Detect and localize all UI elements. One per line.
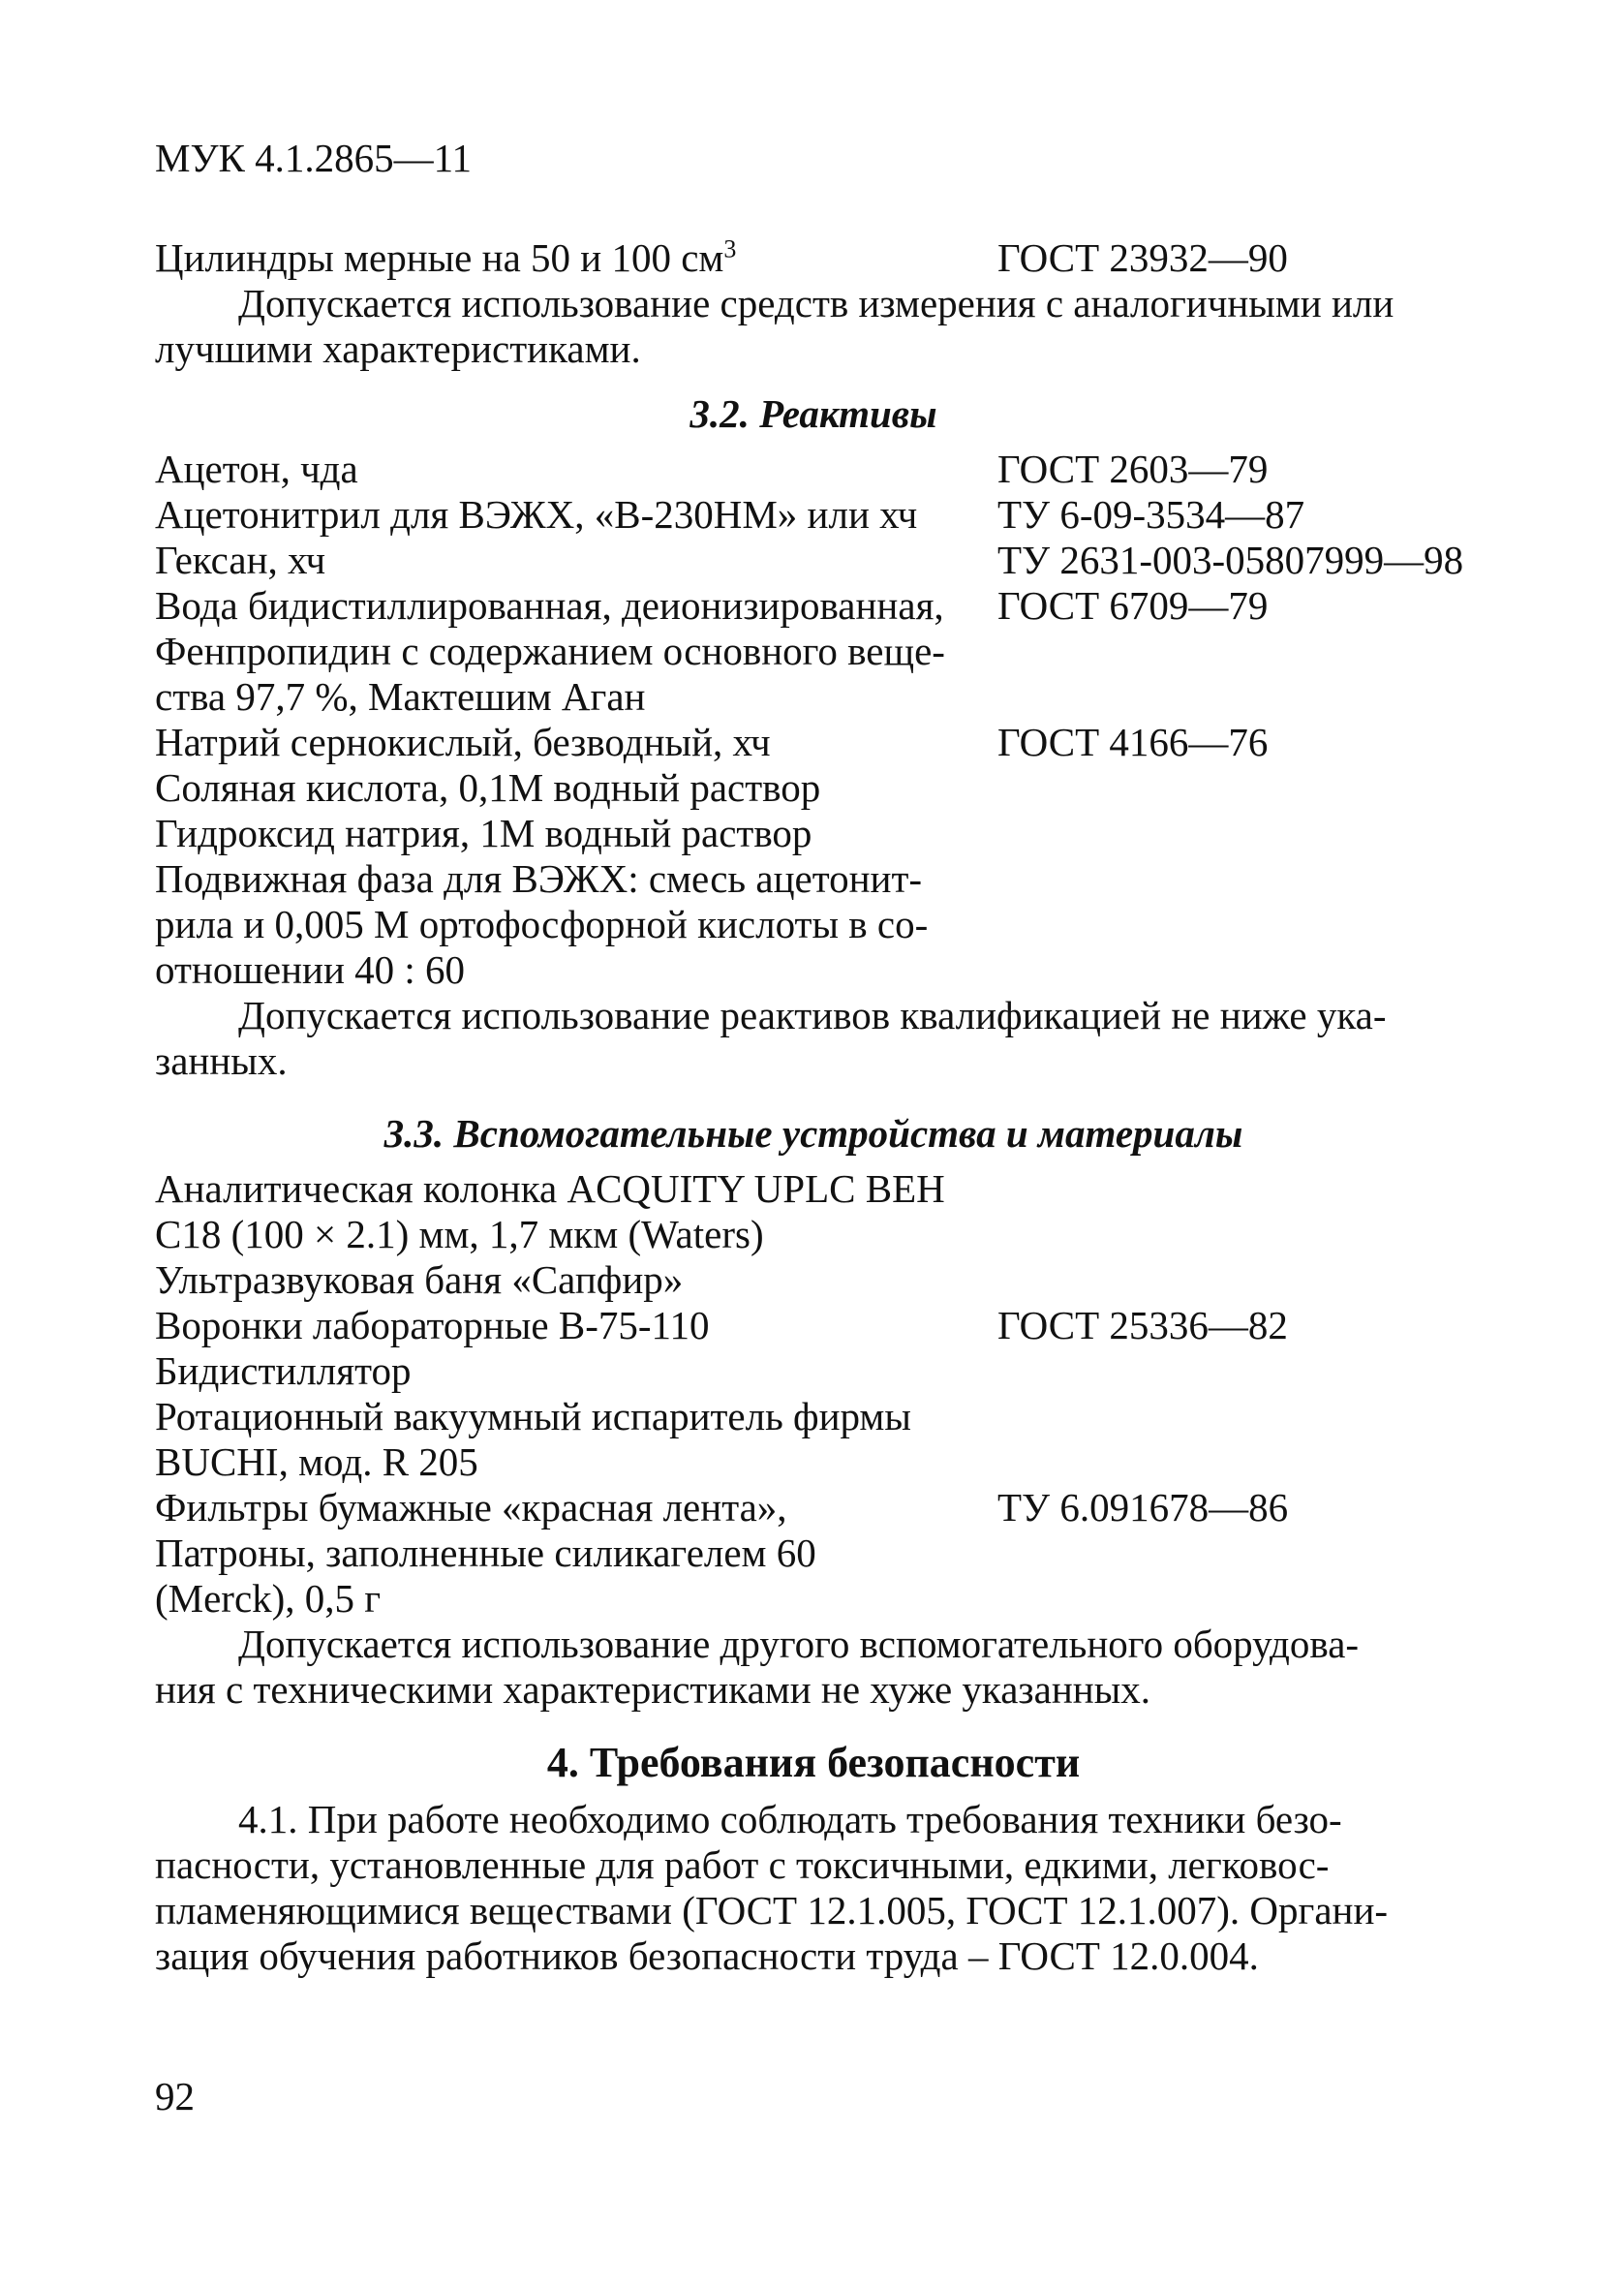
auxiliary-item-name: BUCHI, мод. R 205 <box>155 1439 478 1484</box>
note-line: занных. <box>155 1038 288 1083</box>
reagent-standard: ТУ 6-09-3534—87 <box>997 492 1305 537</box>
auxiliary-item-row <box>155 1257 1472 1303</box>
auxiliary-item-name: Ротационный вакуумный испаритель фирмы <box>155 1394 911 1438</box>
auxiliary-note <box>155 1622 1472 1713</box>
auxiliary-item-name: (Merck), 0,5 г <box>155 1576 382 1621</box>
reagent-standard: ГОСТ 4166—76 <box>997 720 1269 764</box>
paragraph-line: 4.1. При работе необходимо соблюдать требования техники безо- <box>238 1797 1342 1841</box>
note-line: лучшими характеристиками. <box>155 326 641 371</box>
reagent-name: Натрий сернокислый, безводный, хч <box>155 720 771 764</box>
reagent-name: Гексан, хч <box>155 538 326 582</box>
reagent-name: Соляная кислота, 0,1М водный раствор <box>155 765 821 810</box>
reagent-row <box>155 492 1472 538</box>
auxiliary-item-name: Фильтры бумажные «красная лента», <box>155 1485 787 1530</box>
auxiliary-item-standard: ТУ 6.091678—86 <box>997 1485 1289 1530</box>
reagents-note <box>155 993 1472 1084</box>
auxiliary-item-row <box>155 1485 1472 1530</box>
note-line: Допускается использование другого вспомогательного оборудова- <box>238 1622 1360 1666</box>
auxiliary-item-row <box>155 1530 1472 1576</box>
safety-paragraph <box>155 1797 1472 1979</box>
reagent-standard: ГОСТ 6709—79 <box>997 583 1269 628</box>
auxiliary-item-name: Патроны, заполненные силикагелем 60 <box>155 1530 816 1575</box>
reagent-row <box>155 902 1472 947</box>
note-line: Допускается использование реактивов квалификацией не ниже ука- <box>238 993 1387 1037</box>
auxiliary-item-row <box>155 1576 1472 1622</box>
reagent-standard: ГОСТ 2603—79 <box>997 447 1269 491</box>
auxiliary-item-row <box>155 1348 1472 1394</box>
reagent-name: Подвижная фаза для ВЭЖХ: смесь ацетонит- <box>155 856 923 901</box>
section-heading-reagents: 3.2. Реактивы <box>689 391 937 436</box>
reagent-list <box>155 447 1472 993</box>
document-header: МУК 4.1.2865—11 <box>155 136 473 180</box>
equipment-standard: ГОСТ 23932—90 <box>997 235 1288 280</box>
measuring-note <box>155 281 1472 372</box>
auxiliary-item-standard: ГОСТ 25336—82 <box>997 1303 1288 1347</box>
auxiliary-item-row <box>155 1212 1472 1257</box>
auxiliary-item-name: C18 (100 × 2.1) мм, 1,7 мкм (Waters) <box>155 1212 764 1256</box>
auxiliary-item-row <box>155 1166 1472 1212</box>
superscript: 3 <box>723 234 737 263</box>
reagent-row <box>155 765 1472 811</box>
paragraph-line: пасности, установленные для работ с токсичными, едкими, легковос- <box>155 1842 1330 1887</box>
reagent-standard: ТУ 2631-003-05807999—98 <box>997 538 1464 582</box>
note-line: ния с техническими характеристиками не хуже указанных. <box>155 1667 1151 1712</box>
auxiliary-item-name: Воронки лабораторные В-75-110 <box>155 1303 710 1347</box>
auxiliary-item-row <box>155 1394 1472 1439</box>
section-heading-auxiliary: 3.3. Вспомогательные устройства и материалы <box>383 1111 1243 1156</box>
reagent-name: Гидроксид натрия, 1М водный раствор <box>155 811 812 855</box>
section-heading-safety: 4. Требования безопасности <box>546 1739 1081 1786</box>
reagent-name: Вода бидистиллированная, деионизированная, <box>155 583 944 628</box>
reagent-name: Ацетонитрил для ВЭЖХ, «В-230НМ» или хч <box>155 492 918 537</box>
equipment-row-cylinders <box>155 235 1472 281</box>
reagent-row <box>155 811 1472 856</box>
document-page <box>155 136 1472 1979</box>
paragraph-line: зация обучения работников безопасности труда – ГОСТ 12.0.004. <box>155 1933 1259 1978</box>
paragraph-line: пламеняющимися веществами (ГОСТ 12.1.005, ГОСТ 12.1.007). Органи- <box>155 1888 1389 1932</box>
reagent-name: ства 97,7 %, Мактешим Аган <box>155 674 646 719</box>
reagent-row <box>155 674 1472 720</box>
equipment-name: Цилиндры мерные на 50 и 100 $см^3$ <box>155 234 737 280</box>
reagent-name: Фенпропидин с содержанием основного веще- <box>155 629 945 673</box>
reagent-name: Ацетон, чда <box>155 447 358 491</box>
note-line: Допускается использование средств измерения с аналогичными или <box>238 281 1394 325</box>
reagent-row <box>155 856 1472 902</box>
reagent-name: отношении 40 : 60 <box>155 947 466 992</box>
auxiliary-item-name: Ультразвуковая баня «Сапфир» <box>155 1257 684 1302</box>
reagent-row <box>155 447 1472 492</box>
reagent-row <box>155 947 1472 993</box>
reagent-name: рила и 0,005 М ортофосфорной кислоты в со- <box>155 902 929 946</box>
reagent-row <box>155 720 1472 765</box>
auxiliary-item-row <box>155 1303 1472 1348</box>
page-number: 92 <box>155 2074 195 2118</box>
reagent-row <box>155 538 1472 583</box>
reagent-row <box>155 583 1472 629</box>
auxiliary-item-name: Бидистиллятор <box>155 1348 412 1393</box>
reagent-row <box>155 629 1472 674</box>
auxiliary-item-name: Аналитическая колонка ACQUITY UPLC BEH <box>155 1166 945 1211</box>
auxiliary-list <box>155 1166 1472 1622</box>
auxiliary-item-row <box>155 1439 1472 1485</box>
